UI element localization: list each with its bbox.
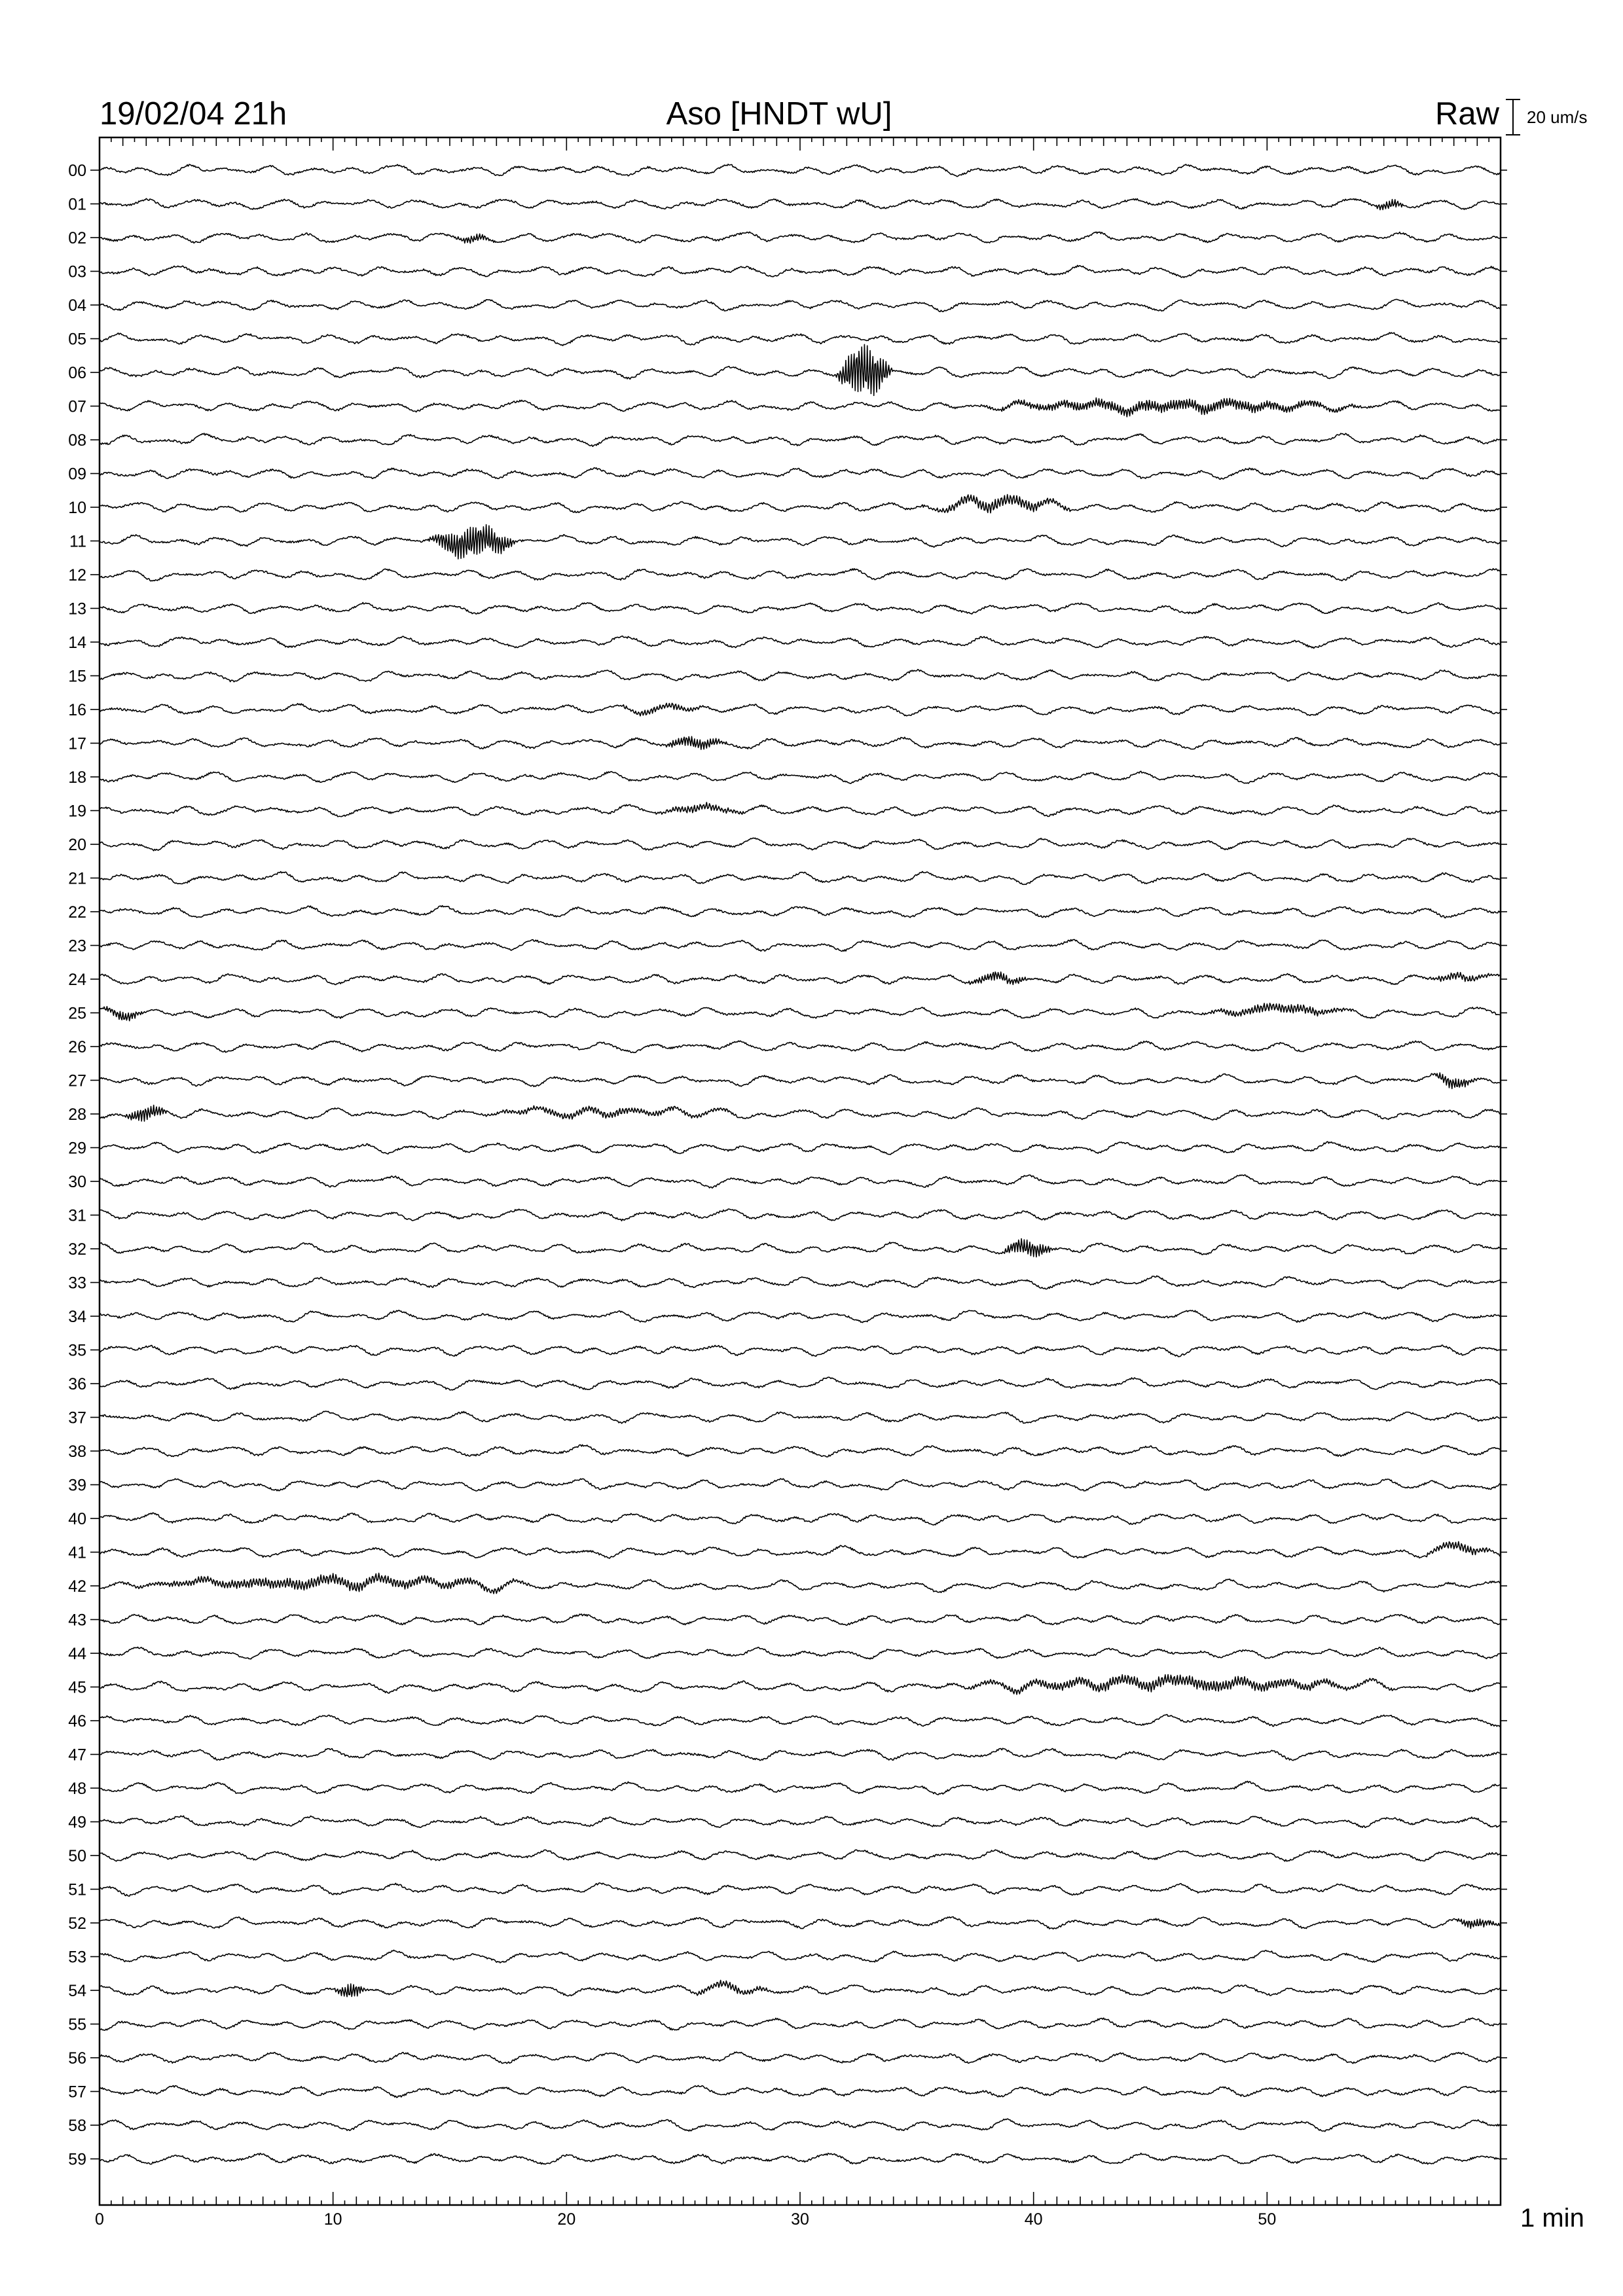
row-label: 29: [68, 1139, 86, 1158]
trace-row-03: [100, 265, 1501, 278]
trace-row-02: [100, 232, 1501, 243]
trace-row-04: [100, 299, 1501, 312]
row-label: 03: [68, 262, 86, 281]
trace-row-00: [100, 164, 1501, 177]
trace-row-47: [100, 1748, 1501, 1761]
row-label: 06: [68, 364, 86, 382]
row-label: 32: [68, 1240, 86, 1259]
trace-row-24: [100, 972, 1501, 984]
row-label: 15: [68, 667, 86, 686]
trace-row-15: [100, 670, 1501, 682]
trace-row-54: [100, 1981, 1501, 1997]
trace-row-21: [100, 872, 1501, 885]
trace-row-12: [100, 569, 1501, 581]
row-label: 37: [68, 1408, 86, 1427]
x-axis-unit-label: 1 min: [1520, 2204, 1584, 2233]
row-label: 19: [68, 802, 86, 821]
scale-bar-label: 20 um/s: [1527, 107, 1588, 127]
row-label: 39: [68, 1476, 86, 1495]
row-label: 41: [68, 1543, 86, 1562]
trace-row-18: [100, 771, 1501, 783]
row-label: 18: [68, 768, 86, 787]
row-label: 59: [68, 2150, 86, 2169]
row-label: 36: [68, 1375, 86, 1393]
row-label: 10: [68, 499, 86, 517]
row-label: 00: [68, 162, 86, 180]
trace-row-39: [100, 1479, 1501, 1491]
trace-row-49: [100, 1816, 1501, 1827]
trace-row-09: [100, 468, 1501, 480]
row-label: 34: [68, 1308, 86, 1326]
trace-row-01: [100, 198, 1501, 209]
row-label: 50: [68, 1847, 86, 1865]
row-label: 52: [68, 1914, 86, 1933]
x-axis-labels: [95, 2210, 1276, 2229]
trace-row-42: [100, 1573, 1501, 1594]
x-tick-label: 50: [1258, 2210, 1277, 2229]
trace-row-23: [100, 940, 1501, 952]
row-label: 43: [68, 1611, 86, 1630]
trace-row-48: [100, 1781, 1501, 1795]
row-label: 55: [68, 2015, 86, 2034]
row-label: 07: [68, 397, 86, 416]
trace-row-10: [100, 495, 1501, 513]
trace-row-52: [100, 1917, 1501, 1929]
row-label: 14: [68, 634, 86, 652]
x-tick-label: 20: [557, 2210, 576, 2229]
trace-row-44: [100, 1647, 1501, 1659]
trace-row-40: [100, 1513, 1501, 1525]
row-label: 21: [68, 869, 86, 888]
row-label: 02: [68, 229, 86, 247]
trace-row-06: [100, 344, 1501, 395]
row-label: 31: [68, 1206, 86, 1225]
trace-row-33: [100, 1276, 1501, 1289]
x-tick-label: 10: [323, 2210, 342, 2229]
trace-row-45: [100, 1675, 1501, 1695]
row-label: 35: [68, 1341, 86, 1360]
trace-row-05: [100, 332, 1501, 346]
trace-row-22: [100, 906, 1501, 918]
row-label: 27: [68, 1071, 86, 1090]
row-label: 09: [68, 465, 86, 484]
row-label: 42: [68, 1577, 86, 1596]
row-label: 45: [68, 1678, 86, 1697]
row-label: 04: [68, 296, 86, 315]
row-label: 54: [68, 1982, 86, 2000]
row-label: 40: [68, 1510, 86, 1528]
trace-row-37: [100, 1411, 1501, 1424]
minute-ticks: [100, 137, 1501, 2205]
x-tick-label: 30: [791, 2210, 809, 2229]
trace-row-43: [100, 1614, 1501, 1625]
trace-row-57: [100, 2085, 1501, 2097]
row-labels: [68, 162, 1507, 2169]
row-label: 24: [68, 971, 86, 989]
row-label: 17: [68, 734, 86, 753]
seismic-traces: [100, 164, 1501, 2164]
trace-row-25: [100, 1003, 1501, 1021]
trace-row-34: [100, 1310, 1501, 1323]
row-label: 48: [68, 1780, 86, 1798]
row-label: 23: [68, 937, 86, 956]
trace-row-58: [100, 2119, 1501, 2131]
row-label: 12: [68, 566, 86, 584]
trace-row-16: [100, 703, 1501, 715]
row-label: 51: [68, 1880, 86, 1899]
row-label: 20: [68, 836, 86, 854]
trace-row-56: [100, 2052, 1501, 2064]
trace-row-41: [100, 1541, 1501, 1558]
row-label: 05: [68, 330, 86, 349]
trace-row-28: [100, 1105, 1501, 1122]
row-label: 08: [68, 431, 86, 450]
scale-bar: [1506, 99, 1588, 135]
row-label: 46: [68, 1712, 86, 1731]
trace-row-11: [100, 525, 1501, 559]
row-label: 57: [68, 2083, 86, 2102]
trace-row-50: [100, 1850, 1501, 1861]
trace-row-32: [100, 1239, 1501, 1257]
trace-row-38: [100, 1444, 1501, 1457]
row-label: 30: [68, 1173, 86, 1191]
row-label: 13: [68, 600, 86, 619]
plot-frame: [100, 137, 1501, 2205]
row-label: 56: [68, 2049, 86, 2068]
trace-row-59: [100, 2153, 1501, 2164]
mode-label: Raw: [1434, 96, 1499, 132]
trace-row-13: [100, 603, 1501, 615]
trace-row-08: [100, 433, 1501, 446]
row-label: 53: [68, 1948, 86, 1967]
row-label: 38: [68, 1443, 86, 1461]
trace-row-51: [100, 1883, 1501, 1896]
trace-row-36: [100, 1377, 1501, 1390]
row-label: 22: [68, 903, 86, 922]
datetime-label: 19/02/04 21h: [100, 96, 287, 132]
trace-row-55: [100, 2018, 1501, 2030]
row-label: 58: [68, 2117, 86, 2135]
row-label: 28: [68, 1105, 86, 1124]
row-label: 33: [68, 1274, 86, 1293]
trace-row-35: [100, 1345, 1501, 1357]
x-tick-label: 40: [1024, 2210, 1043, 2229]
row-label: 25: [68, 1004, 86, 1023]
trace-row-30: [100, 1175, 1501, 1188]
row-label: 01: [68, 195, 86, 214]
trace-row-20: [100, 838, 1501, 851]
trace-row-31: [100, 1209, 1501, 1221]
row-label: 49: [68, 1813, 86, 1832]
x-tick-label: 0: [95, 2210, 104, 2229]
row-label: 11: [69, 532, 86, 551]
trace-row-27: [100, 1073, 1501, 1088]
row-label: 26: [68, 1038, 86, 1056]
trace-row-53: [100, 1950, 1501, 1964]
trace-row-07: [100, 398, 1501, 417]
trace-row-26: [100, 1041, 1501, 1052]
station-title: Aso [HNDT wU]: [666, 96, 892, 132]
row-label: 16: [68, 701, 86, 719]
row-label: 44: [68, 1645, 86, 1663]
trace-row-29: [100, 1141, 1501, 1155]
trace-row-46: [100, 1715, 1501, 1727]
trace-row-14: [100, 636, 1501, 649]
trace-row-19: [100, 802, 1501, 817]
trace-row-17: [100, 736, 1501, 749]
row-label: 47: [68, 1746, 86, 1765]
